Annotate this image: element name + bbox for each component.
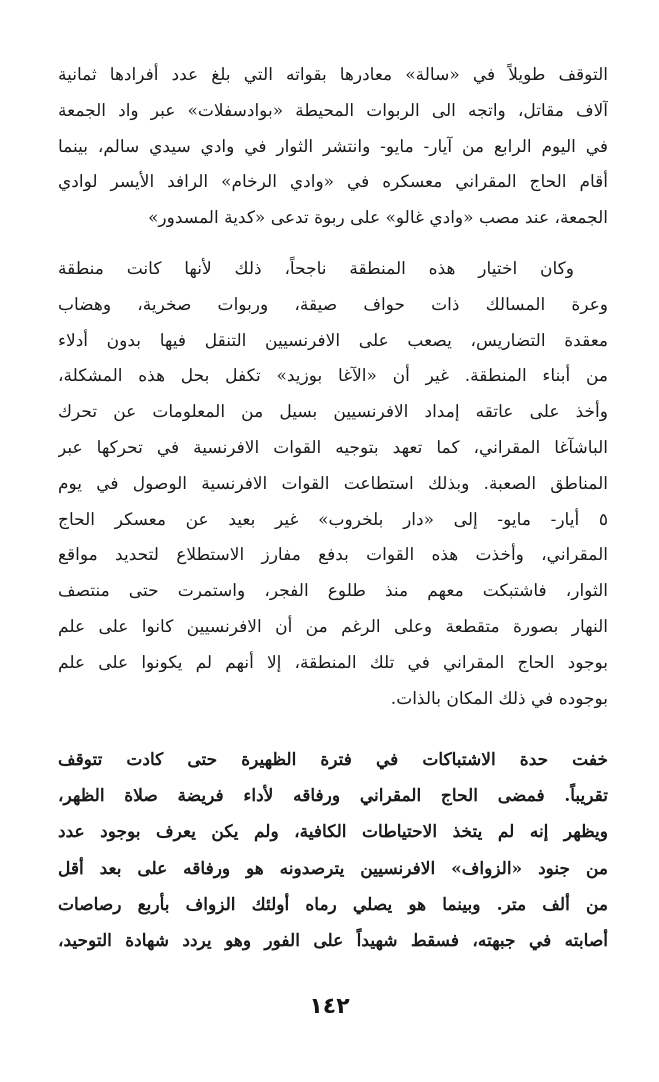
text-line: الثوار، فاشتبكت معهم منذ طلوع الفجر، واستمرت حتى منتصف <box>58 581 608 602</box>
text-line: المناطق الصعبة. وبذلك استطاعت القوات الافرنسية الوصول في يوم <box>58 473 608 494</box>
text-line: وأخذ على عاتقه إمداد الافرنسيين بسيل من المعلومات عن تحرك <box>58 402 608 423</box>
text-line: الباشآغا المقراني، كما تعهد بتوجيه القوات الافرنسية في تحركها عبر <box>58 437 608 458</box>
paragraph-1 <box>58 58 608 237</box>
paragraph-3-bold <box>58 742 608 959</box>
text-line: وعرة المسالك ذات حواف صيقة، وربوات صخرية، وهضاب <box>58 294 608 315</box>
text-line: أقام الحاج المقراني معسكره في «وادي الرخام» الرافد الأيسر لوادي <box>58 172 608 193</box>
page-number: ١٤٢ <box>309 994 350 1019</box>
text-line: من ألف متر. وبينما هو يصلي رماه أولئك الزواف بأربع رصاصات <box>58 894 608 915</box>
text-line: ويظهر إنه لم يتخذ الاحتياطات الكافية، ولم يكن يعرف بوجود عدد <box>58 822 608 843</box>
text-line: بوجوده في ذلك المكان بالذات. <box>390 688 608 709</box>
text-line: وكان اختيار هذه المنطقة ناجحاً، ذلك لأنها كانت منطقة <box>58 259 574 279</box>
text-line: أصابته في جبهته، فسقط شهيداً على الفور وهو يردد شهادة التوحيد، <box>58 930 608 951</box>
text-line: خفت حدة الاشتباكات في فترة الظهيرة حتى كادت تتوقف <box>58 750 608 770</box>
text-line: معقدة التضاريس، يصعب على الافرنسيين التنقل فيها بدون أدلاء <box>58 330 608 351</box>
paragraph-2 <box>58 252 608 717</box>
text-line: تقريباً. فمضى الحاج المقراني ورفاقه لأداء فريضة صلاة الظهر، <box>58 786 608 807</box>
text-line: المقراني، وأخذت هذه القوات بدفع مفارز الاستطلاع لتحديد مواقع <box>58 545 608 566</box>
text-line: في اليوم الرابع من آيار- مايو- وانتشر الثوار في وادي سيدي سالم، بينما <box>58 136 608 157</box>
text-line: من جنود «الزواف» الافرنسيين يترصدونه هو ورفاقه على بعد أقل <box>58 858 608 879</box>
text-line: بوجود الحاج المقراني في تلك المنطقة، إلا أنهم لم يكونوا على علم <box>58 652 608 673</box>
text-line: الجمعة، عند مصب «وادي غالو» على ربوة تدعى «كدية المسدور» <box>148 208 608 229</box>
text-line: النهار بصورة متقطعة وعلى الرغم من أن الافرنسيين كانوا على علم <box>58 616 608 637</box>
text-line: آلاف مقاتل، واتجه الى الربوات المحيطة «بوادسفلات» عبر واد الجمعة <box>58 100 608 121</box>
text-line: ٥ أيار- مايو- إلى «دار بلخروب» غير بعيد عن معسكر الحاج <box>58 509 608 530</box>
text-line: التوقف طويلاً في «سالة» معادرها بقواته التي بلغ عدد أفرادها ثمانية <box>58 65 608 85</box>
text-line: من أبناء المنطقة. غير أن «الآغا بوزيد» تكفل بحل هذه المشكلة، <box>58 366 608 387</box>
